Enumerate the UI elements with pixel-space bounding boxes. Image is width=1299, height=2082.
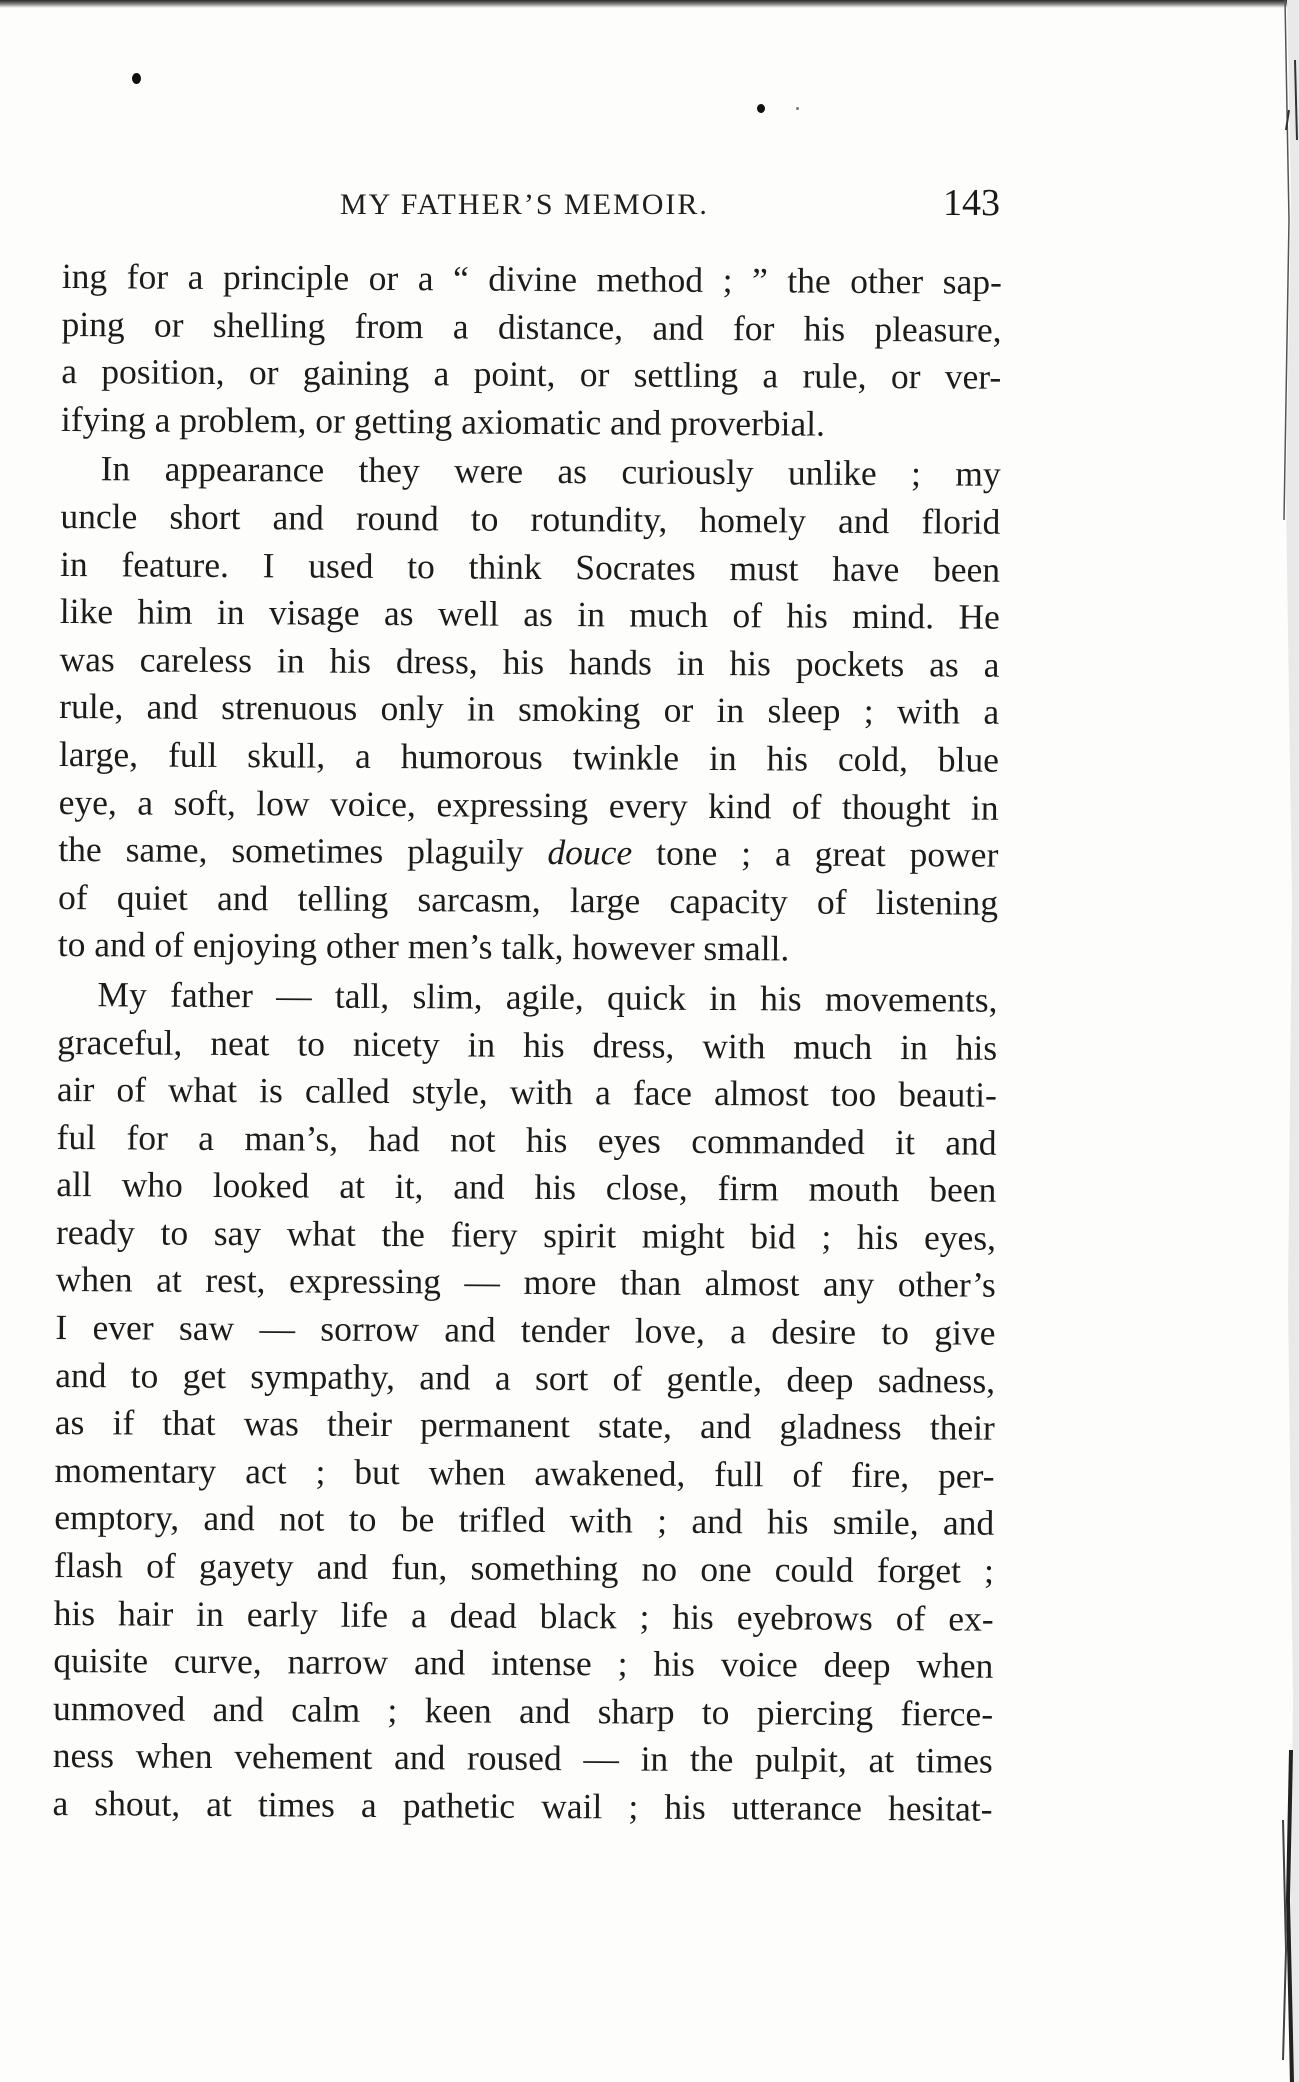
text-line: emptory, and not to be trifled with ; and his smile, and [54, 1497, 995, 1544]
text-line: momentary act ; but when awakened, full of fire, per- [54, 1449, 995, 1496]
text-line: air of what is called style, with a face almost too beauti- [56, 1069, 997, 1115]
ink-speck [132, 73, 141, 84]
text-line: of quiet and telling sarcasm, large capacity of listening [57, 876, 999, 923]
text-line: unmoved and calm ; keen and sharp to piercing fierce- [52, 1687, 994, 1734]
text-line: rule, and strenuous only in smoking or in sleep ; with a [59, 686, 1000, 733]
text-line-with-italic [58, 826, 998, 879]
text-line: uncle short and round to rotundity, homely and florid [60, 495, 1001, 542]
text-line: a shout, at times a pathetic wail ; his utterance hesitat- [52, 1782, 993, 1829]
text-line: ifying a problem, or getting axiomatic and proverbial. [60, 398, 826, 444]
text-segment: the same, sometimes plaguily [58, 829, 548, 873]
body-text [52, 253, 1002, 1833]
page-binding-edge [1239, 0, 1299, 2082]
ink-speck [796, 107, 799, 110]
text-line: as if that was their permanent state, and gladness their [54, 1402, 995, 1448]
text-line: ping or shelling from a distance, and for his pleasure, [61, 303, 1002, 350]
text-line: ready to say what the fiery spirit might bid ; his eyes, [55, 1211, 997, 1258]
text-line: ness when vehement and roused — in the pulpit, at times [52, 1735, 993, 1782]
page-top-edge [0, 0, 1299, 8]
text-line: was careless in his dress, his hands in his pockets as a [59, 638, 1000, 685]
text-line: flash of gayety and fun, something no one could forget ; [53, 1545, 995, 1591]
page-number: 143 [943, 182, 1000, 224]
text-line: large, full skull, a humorous twinkle in his cold, blue [58, 733, 1000, 780]
text-line: I ever saw — sorrow and tender love, a desire to give [55, 1307, 996, 1353]
running-head [70, 178, 1000, 228]
text-line: a position, or gaining a point, or settling a rule, or ver- [61, 351, 1002, 397]
text-line: ful for a man’s, had not his eyes commanded it and [56, 1116, 997, 1163]
text-line: My father — tall, slim, agile, quick in his movements, [97, 974, 998, 1020]
running-title: MY FATHER’S MEMOIR. [340, 188, 709, 221]
text-line: like him in visage as well as in much of his mind. He [59, 591, 1000, 637]
text-line: in feature. I used to think Socrates must have been [59, 543, 1001, 590]
paragraph-3 [52, 971, 997, 1833]
paragraph-1 [61, 253, 1002, 449]
text-line: graceful, neat to nicety in his dress, with much in his [57, 1021, 998, 1068]
ink-speck [757, 104, 765, 113]
text-line: all who looked at it, and his close, firm mouth been [56, 1164, 997, 1211]
text-segment: tone ; a great power [632, 832, 999, 875]
italic-word: douce [547, 832, 633, 873]
paragraph-2 [58, 445, 1001, 974]
text-line: his hair in early life a dead black ; his eyebrows of ex- [53, 1592, 994, 1639]
text-line: and to get sympathy, and a sort of gentle, deep sadness, [55, 1354, 996, 1401]
text-line: ing for a principle or a “ divine method ; ” the other sap- [61, 255, 1002, 302]
text-line: to and of enjoying other men’s talk, however small. [57, 924, 790, 969]
text-line: quisite curve, narrow and intense ; his voice deep when [53, 1640, 994, 1686]
text-line: when at rest, expressing — more than almost any other’s [55, 1259, 996, 1306]
text-line: eye, a soft, low voice, expressing every kind of thought in [58, 781, 999, 828]
text-line: In appearance they were as curiously unlike ; my [100, 448, 1001, 495]
